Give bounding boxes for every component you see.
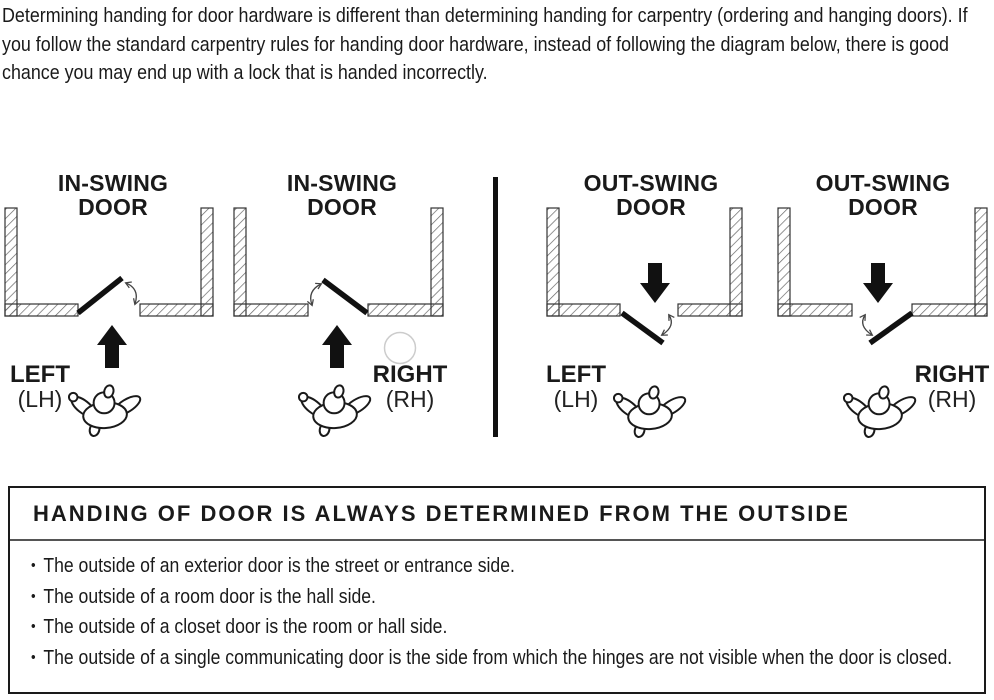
panel-title-line1: IN-SWING	[286, 170, 398, 196]
section-divider	[493, 177, 498, 437]
hand-label-block	[914, 362, 990, 412]
faint-circle-artifact	[385, 333, 416, 364]
person-top-view-icon	[298, 384, 373, 437]
door-leaf	[78, 278, 122, 313]
hand-label: LEFT	[546, 361, 606, 388]
panel-title	[257, 172, 427, 219]
door-leaf	[323, 280, 367, 313]
panel-title-line2: DOOR	[848, 193, 918, 220]
rule-bullet: • The outside of a room door is the hall side.	[31, 583, 973, 614]
outside-direction-arrow	[322, 325, 352, 368]
panel-title-line2: DOOR	[616, 193, 686, 220]
rule-bullet: • The outside of an exterior door is the street or entrance side.	[31, 552, 973, 583]
panel-title	[566, 172, 736, 219]
panel-title-line1: OUT-SWING	[815, 170, 951, 196]
hand-label: RIGHT	[372, 361, 448, 388]
outside-direction-arrow	[863, 263, 893, 303]
rule-box	[8, 486, 986, 694]
person-top-view-icon	[843, 385, 918, 438]
door-swing-arrow	[863, 315, 872, 335]
door-swing-arrow	[126, 283, 136, 304]
panel-title	[28, 172, 198, 219]
walls	[547, 208, 742, 316]
door-swing-arrow	[662, 315, 671, 335]
hand-label-block	[372, 362, 448, 412]
door-swing-arrow	[311, 284, 321, 305]
rule-bullet: • The outside of a closet door is the room or hall side.	[31, 613, 973, 644]
panel-title-line2: DOOR	[78, 193, 148, 220]
door-leaf	[622, 313, 663, 343]
person-top-view-icon	[613, 385, 688, 438]
panel-title-line2: DOOR	[307, 193, 377, 220]
hand-abbr: (RH)	[385, 386, 435, 412]
panel-title	[798, 172, 968, 219]
rule-box-heading: HANDING OF DOOR IS ALWAYS DETERMINED FROM THE OUTSIDE	[33, 501, 850, 526]
hand-label-block	[542, 362, 610, 412]
outside-direction-arrow	[97, 325, 127, 368]
rule-box-divider	[10, 539, 984, 541]
panel-title-line1: OUT-SWING	[583, 170, 719, 196]
hand-abbr: (LH)	[17, 386, 63, 412]
rule-bullet: • The outside of a single communicating door is the side from which the hinges are not visible when the door is closed.	[31, 644, 973, 675]
hand-label: LEFT	[10, 361, 70, 388]
diagram-area	[0, 150, 994, 450]
rule-bullet-list	[31, 552, 973, 674]
person-top-view-icon	[68, 384, 143, 437]
hand-label-block	[6, 362, 74, 412]
hand-label: RIGHT	[914, 361, 990, 388]
door-leaf	[870, 313, 912, 343]
walls	[234, 208, 443, 316]
walls	[5, 208, 213, 316]
hand-abbr: (RH)	[927, 386, 977, 412]
walls	[778, 208, 987, 316]
outside-direction-arrow	[640, 263, 670, 303]
hand-abbr: (LH)	[553, 386, 599, 412]
intro-paragraph: Determining handing for door hardware is different than determining handing for carpentry (ordering and hanging doors). If you follow the standard carpentry rules for handing door hardware, instead of following the diagram below, there is good chance you may end up with a lock that is handed incorrectly.	[2, 4, 968, 85]
panel-title-line1: IN-SWING	[57, 170, 169, 196]
